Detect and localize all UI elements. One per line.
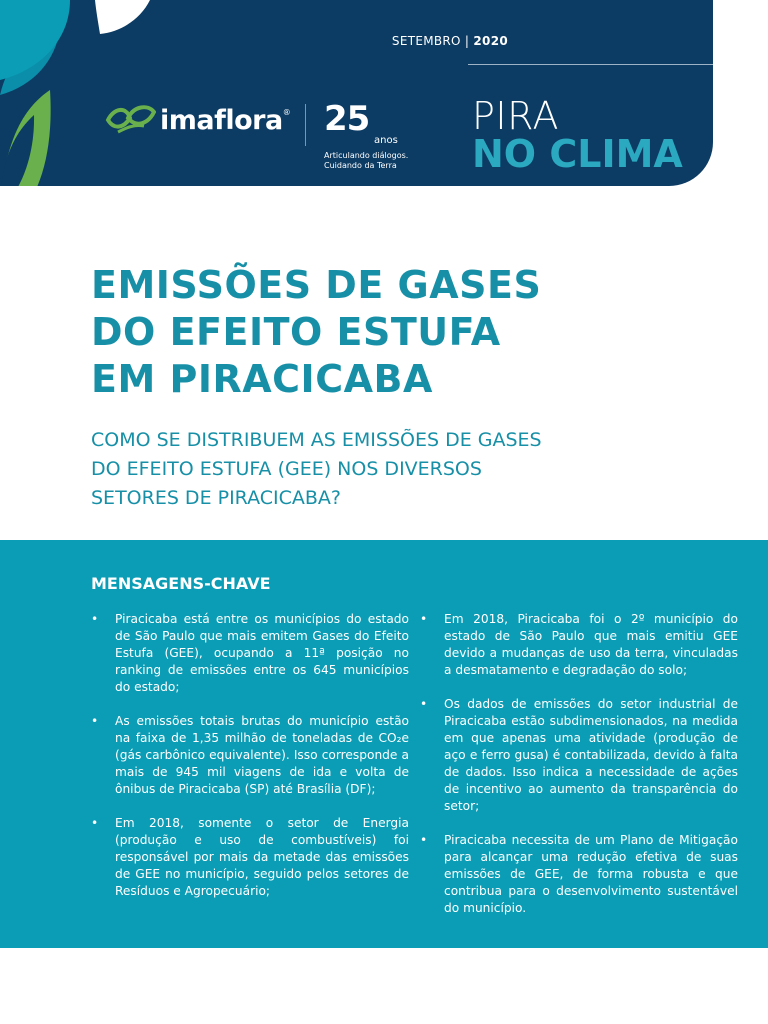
date-separator: | [460,34,474,48]
imaflora-logo [104,102,291,138]
document-title [91,262,541,403]
logo-divider [305,104,306,146]
tagline-line-2: Cuidando da Terra [324,161,397,170]
imaflora-leaf-icon [104,102,156,138]
document-subtitle: COMO SE DISTRIBUEM AS EMISSÕES DE GASES DO EFEITO ESTUFA (GEE) NOS DIVERSOS SETORES DE PIRACICABA? [91,429,542,509]
issue-date [392,34,508,48]
key-message-item: • Piracicaba necessita de um Plano de Mitigação para alcançar uma redução efetiva de suas emissões de GEE, de forma robusta e que contribua para o desenvolvimento sustentável do município. [444,832,738,917]
key-messages-left-column [115,611,409,917]
title-line-1: EMISSÕES DE GASES [91,263,542,307]
leaf-decoration-icon [0,0,180,186]
key-messages-heading: MENSAGENS-CHAVE [91,574,271,593]
header-rule [468,64,713,65]
key-message-item: • As emissões totais brutas do município estão na faixa de 1,35 milhão de toneladas de CO₂e (gás carbônico equivalente). Isso corresponde a mais de 945 mil viagens de ida e volta de ônibus de Piracicaba (SP) até Brasília (DF); [115,713,409,798]
registered-mark: ® [282,108,291,117]
tagline [324,151,408,171]
tagline-line-1: Articulando diálogos. [324,151,409,160]
anniversary-unit: anos [374,135,398,146]
date-year: 2020 [473,34,508,48]
key-messages-panel [0,540,768,948]
brand-no-clima: NO CLIMA [472,132,683,176]
anniversary-badge [324,99,409,171]
key-message-item: • Piracicaba está entre os municípios do estado de São Paulo que mais emitem Gases do Efeito Estufa (GEE), ocupando a 11ª posição no ranking de emissões entre os 645 municípios do estado; [115,611,409,696]
logo-wordmark: imaflora [160,104,283,136]
brand-pira: PIRA [472,94,559,138]
title-line-3: EM PIRACICABA [91,357,433,401]
key-message-item: • Em 2018, Piracicaba foi o 2º município do estado de São Paulo que mais emitiu GEE devido a mudanças de uso da terra, vinculadas a desmatamento e degradação do solo; [444,611,738,679]
key-messages-right-column [444,611,738,934]
header-banner [0,0,713,186]
title-line-2: DO EFEITO ESTUFA [91,310,501,354]
anniversary-number: 25 [324,99,370,139]
date-month: SETEMBRO [391,34,461,48]
key-message-item: • Em 2018, somente o setor de Energia (produção e uso de combustíveis) foi responsável por mais da metade das emissões de GEE no município, seguido pelos setores de Resíduos e Agropecuário; [115,815,409,900]
key-message-item: • Os dados de emissões do setor industrial de Piracicaba estão subdimensionados, na medida em que apenas uma atividade (produção de aço e ferro gusa) é contabilizada, devido à falta de dados. Isso indica a necessidade de ações de incentivo ao aumento da transparência do setor; [444,696,738,815]
